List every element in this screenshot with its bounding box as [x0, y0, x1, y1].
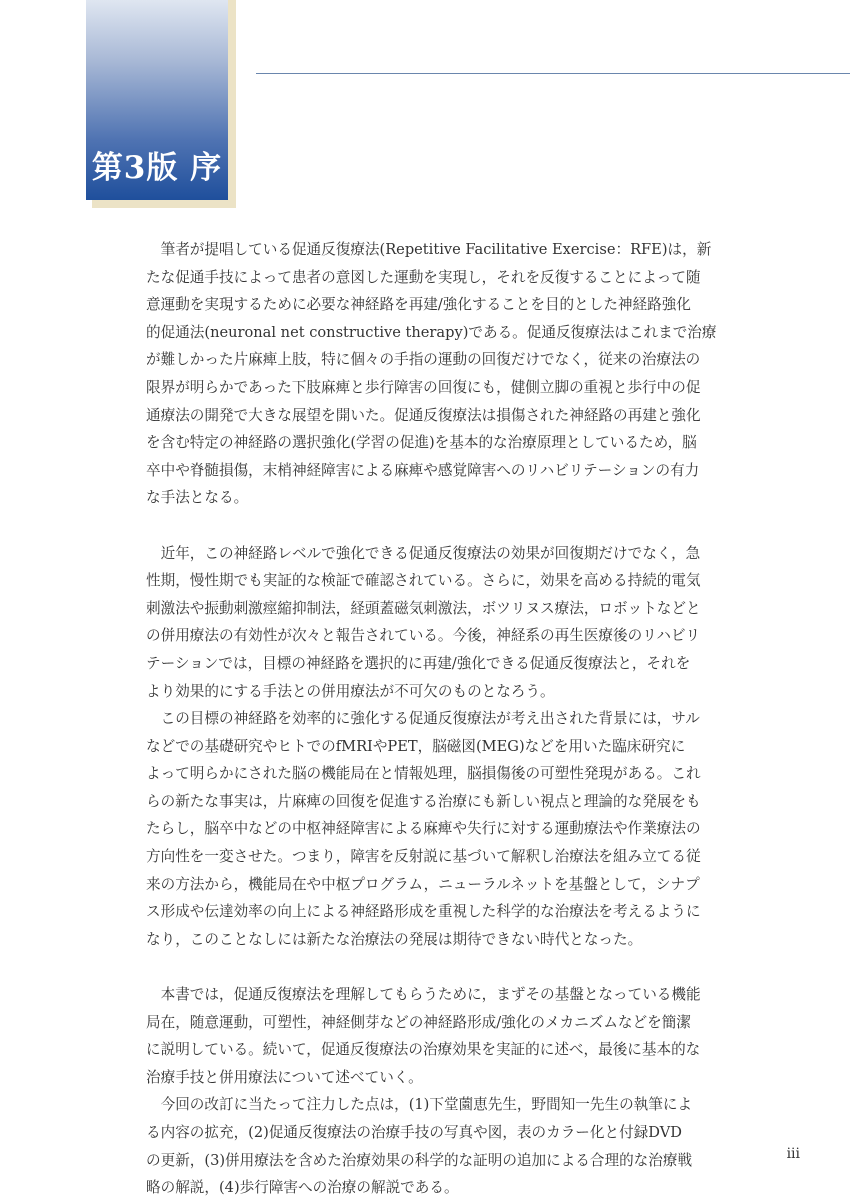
text-line: 略の解説，(4)歩行障害への治療の解説である。 — [146, 1179, 459, 1197]
text-line: ス形成や伝達効率の向上による神経路形成を重視した科学的な治療法を考えるように — [146, 903, 701, 921]
text-line: 来の方法から，機能局在や中枢プログラム，ニューラルネットを基盤として，シナプ — [146, 875, 700, 893]
text-line: より効果的にする手法との併用療法が不可欠のものとなろう。 — [146, 682, 555, 700]
text-line: に説明している。続いて，促通反復療法の治療効果を実証的に述べ，最後に基本的な — [146, 1041, 701, 1059]
text-line: よって明らかにされた脳の機能局在と情報処理，脳損傷後の可塑性発現がある。これ — [146, 765, 701, 783]
page-title: 第3版 序 — [91, 150, 223, 186]
text-line: を含む特定の神経路の選択強化(学習の促進)を基本的な治療原理としているため，脳 — [146, 434, 697, 452]
text-line: が難しかった片麻痺上肢，特に個々の手指の運動の回復だけでなく，従来の治療法の — [146, 351, 701, 369]
text-line: 局在，随意運動，可塑性，神経側芽などの神経路形成/強化のメカニズムなどを簡潔 — [146, 1013, 691, 1031]
body-text — [146, 236, 726, 1202]
paragraph-gap — [146, 953, 726, 981]
text-line: たな促通手技によって患者の意図した運動を実現し，それを反復することによって随 — [146, 268, 701, 286]
text-line: の更新，(3)併用療法を含めた治療効果の科学的な証明の追加による合理的な治療戦 — [146, 1151, 693, 1169]
text-line: 近年，この神経路レベルで強化できる促通反復療法の効果が回復期だけでなく，急 — [160, 544, 701, 562]
text-line: 的促通法(neuronal net constructive therapy)である。促通反復療法はこれまで治療 — [146, 323, 717, 341]
paragraph — [146, 236, 726, 512]
text-line: 本書では，促通反復療法を理解してもらうために，まずその基盤となっている機能 — [160, 986, 701, 1004]
text-line: たらし，脳卒中などの中枢神経障害による麻痺や失行に対する運動療法や作業療法の — [146, 820, 701, 838]
text-line: などでの基礎研究やヒトでのfMRIやPET，脳磁図(MEG)などを用いた臨床研究に — [146, 737, 686, 755]
text-line: テーションでは，目標の神経路を選択的に再建/強化できる促通反復療法と，それを — [146, 654, 691, 672]
text-line: 筆者が提唱している促通反復療法(Repetitive Facilitative Exercise：RFE)は，新 — [160, 241, 712, 258]
text-line: 刺激法や振動刺激痙縮抑制法，経頭蓋磁気刺激法，ボツリヌス療法，ロボットなどと — [146, 599, 701, 617]
page-number: iii — [786, 1146, 800, 1162]
text-line: 方向性を一変させた。つまり，障害を反射説に基づいて解釈し治療法を組み立てる従 — [146, 848, 701, 866]
text-line: 意運動を実現するために必要な神経路を再建/強化することを目的とした神経路強化 — [146, 296, 691, 314]
title-box — [86, 0, 228, 200]
text-line: 卒中や脊髄損傷，末梢神経障害による麻痺や感覚障害へのリハビリテーションの有力 — [146, 461, 700, 479]
header-rule — [256, 73, 850, 74]
text-line: 治療手技と併用療法について述べていく。 — [146, 1068, 423, 1086]
paragraph — [146, 981, 726, 1091]
text-line: 限界が明らかであった下肢麻痺と歩行障害の回復にも，健側立脚の重視と歩行中の促 — [146, 378, 701, 396]
paragraph — [146, 705, 726, 953]
text-line: なり，このことなしには新たな治療法の発展は期待できない時代となった。 — [146, 930, 643, 948]
text-line: る内容の拡充，(2)促通反復療法の治療手技の写真や図，表のカラー化と付録DVD — [146, 1124, 682, 1141]
paragraph — [146, 540, 726, 706]
text-line: 今回の改訂に当たって注力した点は，(1)下堂薗恵先生，野間知一先生の執筆によ — [160, 1096, 693, 1114]
text-line: な手法となる。 — [146, 489, 249, 507]
text-line: 性期，慢性期でも実証的な検証で確認されている。さらに，効果を高める持続的電気 — [146, 572, 701, 590]
text-line: の併用療法の有効性が次々と報告されている。今後，神経系の再生医療後のリハビリ — [146, 627, 701, 645]
text-line: 通療法の開発で大きな展望を開いた。促通反復療法は損傷された神経路の再建と強化 — [146, 406, 701, 424]
paragraph — [146, 1091, 726, 1201]
chapter-title-block — [86, 0, 236, 208]
paragraph-gap — [146, 512, 726, 540]
text-line: らの新たな事実は，片麻痺の回復を促進する治療にも新しい視点と理論的な発展をも — [146, 792, 701, 810]
text-line: この目標の神経路を効率的に強化する促通反復療法が考え出された背景には，サル — [160, 710, 700, 728]
